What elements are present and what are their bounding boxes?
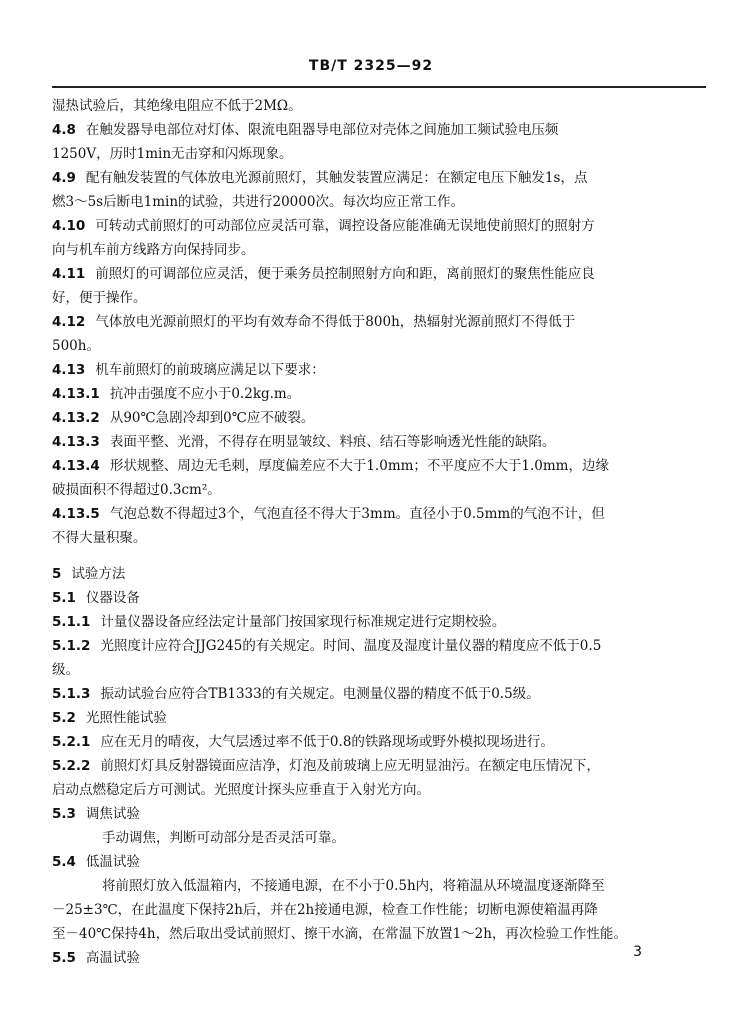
text-line [52, 898, 712, 922]
text-line [52, 94, 712, 118]
clause-text: 破损面积不得超过0.3cm²。 [52, 482, 221, 498]
clause-text: 抗冲击强度不应小于0.2kg.m。 [109, 386, 301, 402]
clause-number: 4.13 [52, 362, 86, 378]
clause-number: 5.2.1 [52, 734, 91, 750]
text-line [52, 922, 712, 946]
clause-number: 4.13.1 [52, 386, 100, 402]
clause-text: 将前照灯放入低温箱内，不接通电源，在不小于0.5h内，将箱温从环境温度逐渐降至 [102, 878, 605, 894]
text-line [52, 682, 712, 706]
page-number: 3 [633, 944, 642, 960]
text-line [52, 190, 712, 214]
clause-number: 5.2 [52, 710, 76, 726]
text-line [52, 802, 712, 826]
clause-number: 4.13.4 [52, 458, 100, 474]
clause-number: 4.13.2 [52, 410, 100, 426]
clause-text: 湿热试验后，其绝缘电阻应不低于2MΩ。 [52, 98, 302, 114]
text-line [52, 262, 712, 286]
clause-number: 4.13.3 [52, 434, 100, 450]
clause-text: 仪器设备 [85, 590, 140, 606]
clause-text: 好，便于操作。 [52, 290, 147, 306]
text-line [52, 382, 712, 406]
clause-text: 调焦试验 [85, 806, 140, 822]
clause-number: 5.1.3 [52, 686, 91, 702]
text-line [52, 310, 712, 334]
text-line [52, 358, 712, 382]
clause-number: 4.12 [52, 314, 86, 330]
clause-number: 4.10 [52, 218, 86, 234]
header-rule [52, 86, 706, 88]
clause-text: 启动点燃稳定后方可测试。光照度计探头应垂直于入射光方向。 [52, 782, 430, 798]
clause-text: 燃3～5s后断电1min的试验，共进行20000次。每次均应正常工作。 [52, 194, 464, 210]
clause-text: 手动调焦，判断可动部分是否灵活可靠。 [102, 830, 345, 846]
text-line [52, 610, 712, 634]
text-line [52, 406, 712, 430]
text-line [52, 778, 712, 802]
text-line [52, 334, 712, 358]
text-line [52, 430, 712, 454]
clause-text: 在触发器导电部位对灯体、限流电阻器导电部位对壳体之间施加工频试验电压频 [85, 122, 559, 138]
text-line [52, 658, 712, 682]
clause-text: 前照灯的可调部位应灵活，便于乘务员控制照射方向和距，离前照灯的聚焦性能应良 [95, 266, 595, 282]
text-line [52, 874, 712, 898]
page-header: TB/T 2325—92 [308, 58, 434, 74]
text-line [52, 730, 712, 754]
clause-text: 气泡总数不得超过3个，气泡直径不得大于3mm。直径小于0.5mm的气泡不计，但 [109, 506, 605, 522]
text-line [52, 826, 712, 850]
clause-text: 光照性能试验 [85, 710, 167, 726]
text-line [52, 586, 712, 610]
text-line [52, 502, 712, 526]
text-line [52, 118, 712, 142]
text-line [52, 238, 712, 262]
clause-text: 形状规整、周边无毛刺，厚度偏差应不大于1.0mm；不平度应不大于1.0mm，边缘 [109, 458, 609, 474]
clause-number: 5.1.2 [52, 638, 91, 654]
clause-text: 低温试验 [85, 854, 140, 870]
clause-text: 试验方法 [71, 566, 126, 582]
clause-number: 4.11 [52, 266, 86, 282]
clause-number: 4.13.5 [52, 506, 100, 522]
clause-number: 4.8 [52, 122, 76, 138]
clause-number: 5.4 [52, 854, 76, 870]
text-line [52, 526, 712, 550]
clause-text: 从90℃急剧冷却到0℃应不破裂。 [109, 410, 315, 426]
clause-text: 500h。 [52, 338, 100, 354]
clause-number: 5.3 [52, 806, 76, 822]
text-line [52, 166, 712, 190]
clause-text: 计量仪器设备应经法定计量部门按国家现行标准规定进行定期校验。 [100, 614, 506, 630]
clause-text: 高温试验 [85, 950, 140, 966]
clause-text: 不得大量积聚。 [52, 530, 147, 546]
clause-text: 应在无月的晴夜，大气层透过率不低于0.8的铁路现场或野外模拟现场进行。 [100, 734, 554, 750]
clause-number: 5.1 [52, 590, 76, 606]
document-body [52, 94, 712, 970]
text-line [52, 706, 712, 730]
clause-number: 5.2.2 [52, 758, 91, 774]
text-line [52, 454, 712, 478]
clause-number: 5 [52, 566, 62, 582]
clause-text: 级。 [52, 662, 79, 678]
text-line [52, 562, 712, 586]
clause-text: 振动试验台应符合TB1333的有关规定。电测量仪器的精度不低于0.5级。 [100, 686, 540, 702]
text-line [52, 214, 712, 238]
text-line [52, 850, 712, 874]
clause-number: 5.5 [52, 950, 76, 966]
clause-text: 向与机车前方线路方向保持同步。 [52, 242, 255, 258]
clause-text: 可转动式前照灯的可动部位应灵活可靠，调控设备应能准确无误地使前照灯的照射方 [95, 218, 595, 234]
clause-text: 1250V，历时1min无击穿和闪烁现象。 [52, 146, 293, 162]
clause-text: 至－40℃保持4h，然后取出受试前照灯、擦干水滴，在常温下放置1～2h，再次检验工作性能。 [52, 926, 627, 942]
clause-text: 表面平整、光滑，不得存在明显皱纹、料痕、结石等影响透光性能的缺陷。 [109, 434, 556, 450]
clause-number: 5.1.1 [52, 614, 91, 630]
text-line [52, 634, 712, 658]
text-line [52, 946, 712, 970]
clause-text: －25±3℃，在此温度下保持2h后，并在2h接通电源，检查工作性能；切断电源使箱温再降 [52, 902, 598, 918]
text-line [52, 754, 712, 778]
clause-text: 光照度计应符合JJG245的有关规定。时间、温度及湿度计量仪器的精度应不低于0.5 [100, 638, 602, 654]
text-line [52, 286, 712, 310]
clause-text: 配有触发装置的气体放电光源前照灯，其触发装置应满足：在额定电压下触发1s，点 [85, 170, 588, 186]
text-line [52, 478, 712, 502]
clause-text: 气体放电光源前照灯的平均有效寿命不得低于800h，热辐射光源前照灯不得低于 [95, 314, 576, 330]
clause-text: 机车前照灯的前玻璃应满足以下要求： [95, 362, 325, 378]
clause-number: 4.9 [52, 170, 76, 186]
text-line [52, 142, 712, 166]
clause-text: 前照灯灯具反射器镜面应洁净，灯泡及前玻璃上应无明显油污。在额定电压情况下， [100, 758, 600, 774]
